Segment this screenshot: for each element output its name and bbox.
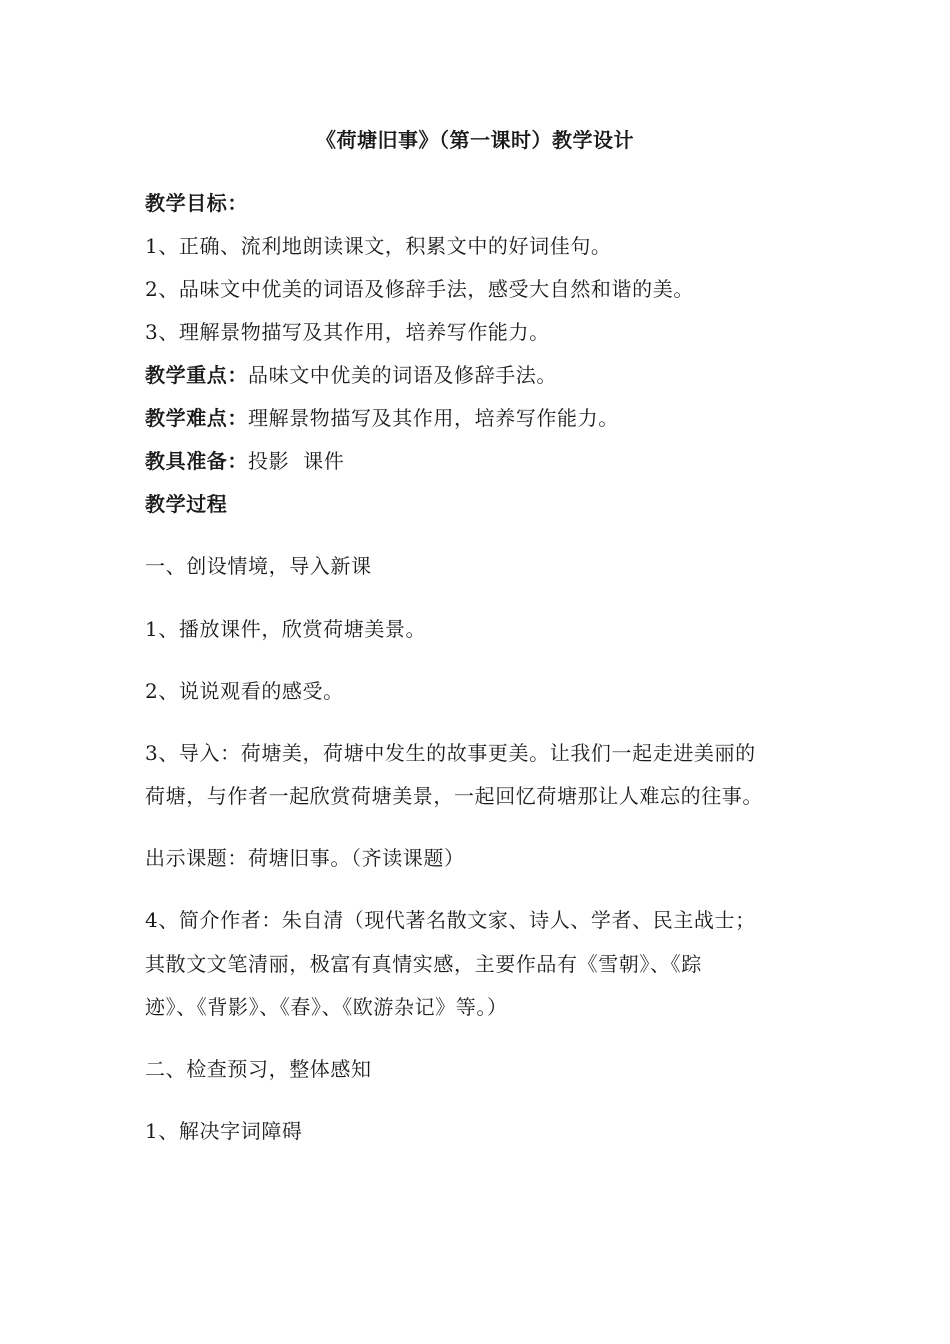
section2-step: 1、解决字词障碍: [145, 1119, 303, 1143]
difficulty-text: 理解景物描写及其作用，培养写作能力。: [248, 406, 619, 430]
key-point-row: [145, 360, 825, 390]
document-title: 《荷塘旧事》（第一课时）教学设计: [316, 128, 634, 152]
difficulty-row: [145, 403, 825, 433]
section1-step: 3、导入：荷塘美，荷塘中发生的故事更美。让我们一起走进美丽的: [145, 741, 756, 765]
tools-text: 投影 课件: [248, 449, 345, 473]
tools-row: [145, 446, 825, 476]
section1-step: 4、简介作者：朱自清（现代著名散文家、诗人、学者、民主战士；: [145, 908, 756, 932]
process-heading: 教学过程: [145, 492, 228, 516]
section1-step-continued: 其散文文笔清丽，极富有真情实感，主要作品有《雪朝》、《踪: [145, 952, 702, 976]
difficulty-label: 教学难点：: [145, 406, 248, 430]
section1-heading: 一、创设情境，导入新课: [145, 554, 372, 578]
section1-step-continued: 荷塘，与作者一起欣赏荷塘美景，一起回忆荷塘那让人难忘的往事。: [145, 784, 763, 808]
key-point-text: 品味文中优美的词语及修辞手法。: [248, 363, 557, 387]
section2-heading: 二、检查预习，整体感知: [145, 1057, 372, 1081]
tools-label: 教具准备：: [145, 449, 248, 473]
show-title-line: 出示课题：荷塘旧事。（齐读课题）: [145, 846, 465, 870]
objectives-heading: 教学目标：: [145, 191, 248, 215]
section1-step: 2、说说观看的感受。: [145, 679, 344, 703]
section1-step: 1、播放课件，欣赏荷塘美景。: [145, 617, 427, 641]
objective-item: 1、正确、流利地朗读课文，积累文中的好词佳句。: [145, 234, 612, 258]
objective-item: 3、理解景物描写及其作用，培养写作能力。: [145, 320, 550, 344]
objective-item: 2、品味文中优美的词语及修辞手法，感受大自然和谐的美。: [145, 277, 694, 301]
key-point-label: 教学重点：: [145, 363, 248, 387]
section1-step-continued: 迹》、《背影》、《春》、《欧游杂记》等。）: [145, 995, 508, 1019]
